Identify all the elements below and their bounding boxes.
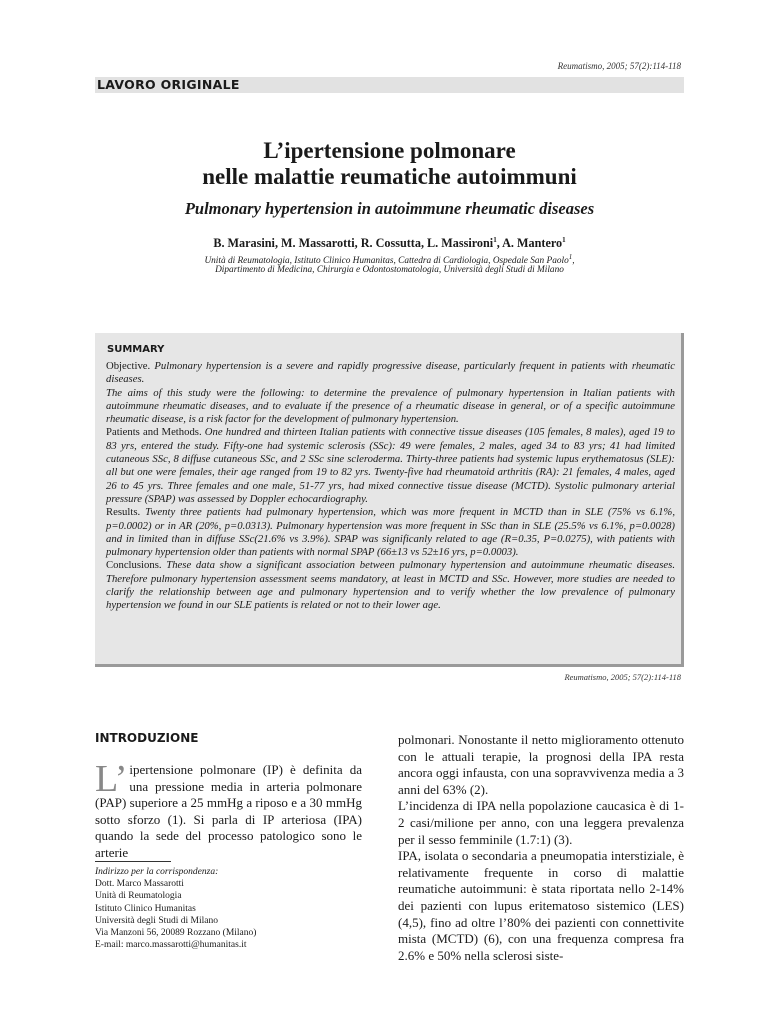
footnote-line: Dott. Marco Massarotti <box>95 879 184 890</box>
article-title-line1: L’ipertensione polmonare <box>263 138 516 163</box>
intro-paragraph-3: IPA, isolata o secondaria a pneumopatia interstiziale, è relativamente frequente in corso di malattie reumatiche autoimmuni: è stata riportata nello 2-14% dei pazienti con lupus eritematoso sistemico (LES) (4,5), fino ad oltre l’80% dei pazienti con connettivite mista (MCTD) (6), con una frequenza compresa fra 2.6% e 50% nella sclerosi siste- <box>398 848 684 963</box>
footnote-heading: Indirizzo per la corrispondenza: <box>95 867 219 877</box>
intro-left-text: ipertensione polmonare (IP) è definita da una pressione media in arteria polmonare (PAP) superiore a 25 mmHg a riposo e a 30 mmHg sotto sforzo (1). Si parla di IP arteriosa (IPA) quando la sede del processo patologico sono le arterie <box>95 762 362 860</box>
affiliation1-text: Unità di Reumatologia, Istituto Clinico Humanitas, Cattedra di Cardiologia, Ospedale San Paolo <box>204 256 569 267</box>
objective-text: Pulmonary hypertension is a severe and rapidly progressive disease, particularly frequent in patients with rheumatic diseases. <box>106 360 675 386</box>
intro-left-column <box>95 758 362 862</box>
intro-right-column <box>398 732 684 964</box>
summary-text <box>106 360 675 613</box>
methods-text: One hundred and thirteen Italian patients with connective tissue diseases (105 females, 8 males), aged 19 to 83 yrs, entered the study. Fifty-one had systemic sclerosis (SSc): 49 were females, 2 males, aged 34 to 83 yrs; 41 had limited cutaneous SSc, 8 diffuse cutaneous SSc, and 2 SSc sine scleroderma. Thirty-three patients had systemic lupus erythematosus (SLE): all but one were females, their age ranged from 19 to 82 yrs. Twenty-five had rheumatoid arthritis (RA): 21 females, 4 males, aged 26 to 45 yrs. Three females and one male, 51-77 yrs, had mixed connective tissue disease (MCTD). Systolic pulmonary arterial pressure (SPAP) was assessed by Doppler echocardiography. <box>106 426 676 505</box>
affiliation1-mark: 1 <box>568 253 573 261</box>
footnote-divider <box>95 861 171 862</box>
correspondence-footnote <box>95 866 355 951</box>
journal-reference-summary: Reumatismo, 2005; 57(2):114-118 <box>564 672 681 682</box>
methods-label: Patients and Methods. <box>106 426 205 439</box>
summary-methods <box>106 426 675 506</box>
drop-cap: L’ <box>95 758 128 800</box>
footnote-line: Istituto Clinico Humanitas <box>95 903 196 914</box>
results-text: Twenty three patients had pulmonary hypertension, which was more frequent in MCTD than in SLE (75% vs 6.1%, p=0.0002) or in AR (20%, p=0.0313). Pulmonary hypertension was more frequent in SSc than in SLE (25.5% vs 6.1%, p=0.0028) and in limited than in diffuse SSc(21.6% vs 3.9%). SPAP was significanly related to age (R=0.35, P=0.0275), with patients with pulmonary hypertension older than patients with normal SPAP (66±13 vs 52±16 yrs, p=0.0003). <box>106 506 675 559</box>
conclusions-label: Conclusions. <box>106 559 167 572</box>
objective-label: Objective. <box>106 360 155 372</box>
authors-last: , A. Mantero <box>496 236 563 251</box>
intro-paragraph-2: L’incidenza di IPA nella popolazione caucasica è di 1-2 casi/milione per anno, con una leggera prevalenza per il sesso femminile (1.7:1) (3). <box>398 798 684 847</box>
article-subtitle: Pulmonary hypertension in autoimmune rheumatic diseases <box>184 199 595 218</box>
introduction-heading: INTRODUZIONE <box>95 731 199 745</box>
affiliation-line2: Dipartimento di Medicina, Chirurgia e Odontostomatologia, Università degli Studi di Milano <box>215 265 564 275</box>
summary-conclusions <box>106 559 675 612</box>
summary-heading: SUMMARY <box>107 344 165 355</box>
summary-results <box>106 506 675 559</box>
results-label: Results. <box>106 506 146 519</box>
conclusions-text: These data show a significant association between pulmonary hypertension and autoimmune rheumatic diseases. Therefore pulmonary hypertension assessment seems mandatory, at least in MCTD and SSc. However, more studies are needed to clarify the relationship between age and pulmonary hypertension and to verify whether the low prevalence of pulmonary hypertension we found in our SLE patients is related or not to their lower age. <box>106 559 675 612</box>
footnote-line: Via Manzoni 56, 20089 Rozzano (Milano) <box>95 928 257 939</box>
authors-affiliation-mark: 1 <box>493 236 497 244</box>
affiliation1-tail: , <box>572 256 575 267</box>
intro-paragraph-1: polmonari. Nonostante il netto miglioramento ottenuto con le attuali terapie, la prognosi della IPA resta ancora oggi infausta, con una sopravvivenza media a 3 anni del 63% (2). <box>398 732 684 797</box>
footnote-line: Unità di Reumatologia <box>95 891 182 902</box>
authors-main: B. Marasini, M. Massarotti, R. Cossutta, L. Massironi <box>213 236 494 251</box>
summary-objective <box>106 360 675 387</box>
authors <box>95 236 684 251</box>
footnote-line: Università degli Studi di Milano <box>95 915 218 926</box>
summary-aims: The aims of this study were the following: to determine the prevalence of pulmonary hypertension in Italian patients with autoimmune rheumatic diseases, and to evaluate if the presence of a rheumatic disease in general, or of a specific autoimmune rheumatic disease, is a risk factor for the development of pulmonary hypertension. <box>106 386 675 426</box>
authors-last-affiliation-mark: 1 <box>562 236 566 244</box>
article-title-line2: nelle malattie reumatiche autoimmuni <box>202 164 577 189</box>
footnote-email[interactable]: E-mail: marco.massarotti@humanitas.it <box>95 940 247 951</box>
journal-reference-header: Reumatismo, 2005; 57(2):114-118 <box>557 61 681 71</box>
section-label: LAVORO ORIGINALE <box>97 77 240 92</box>
